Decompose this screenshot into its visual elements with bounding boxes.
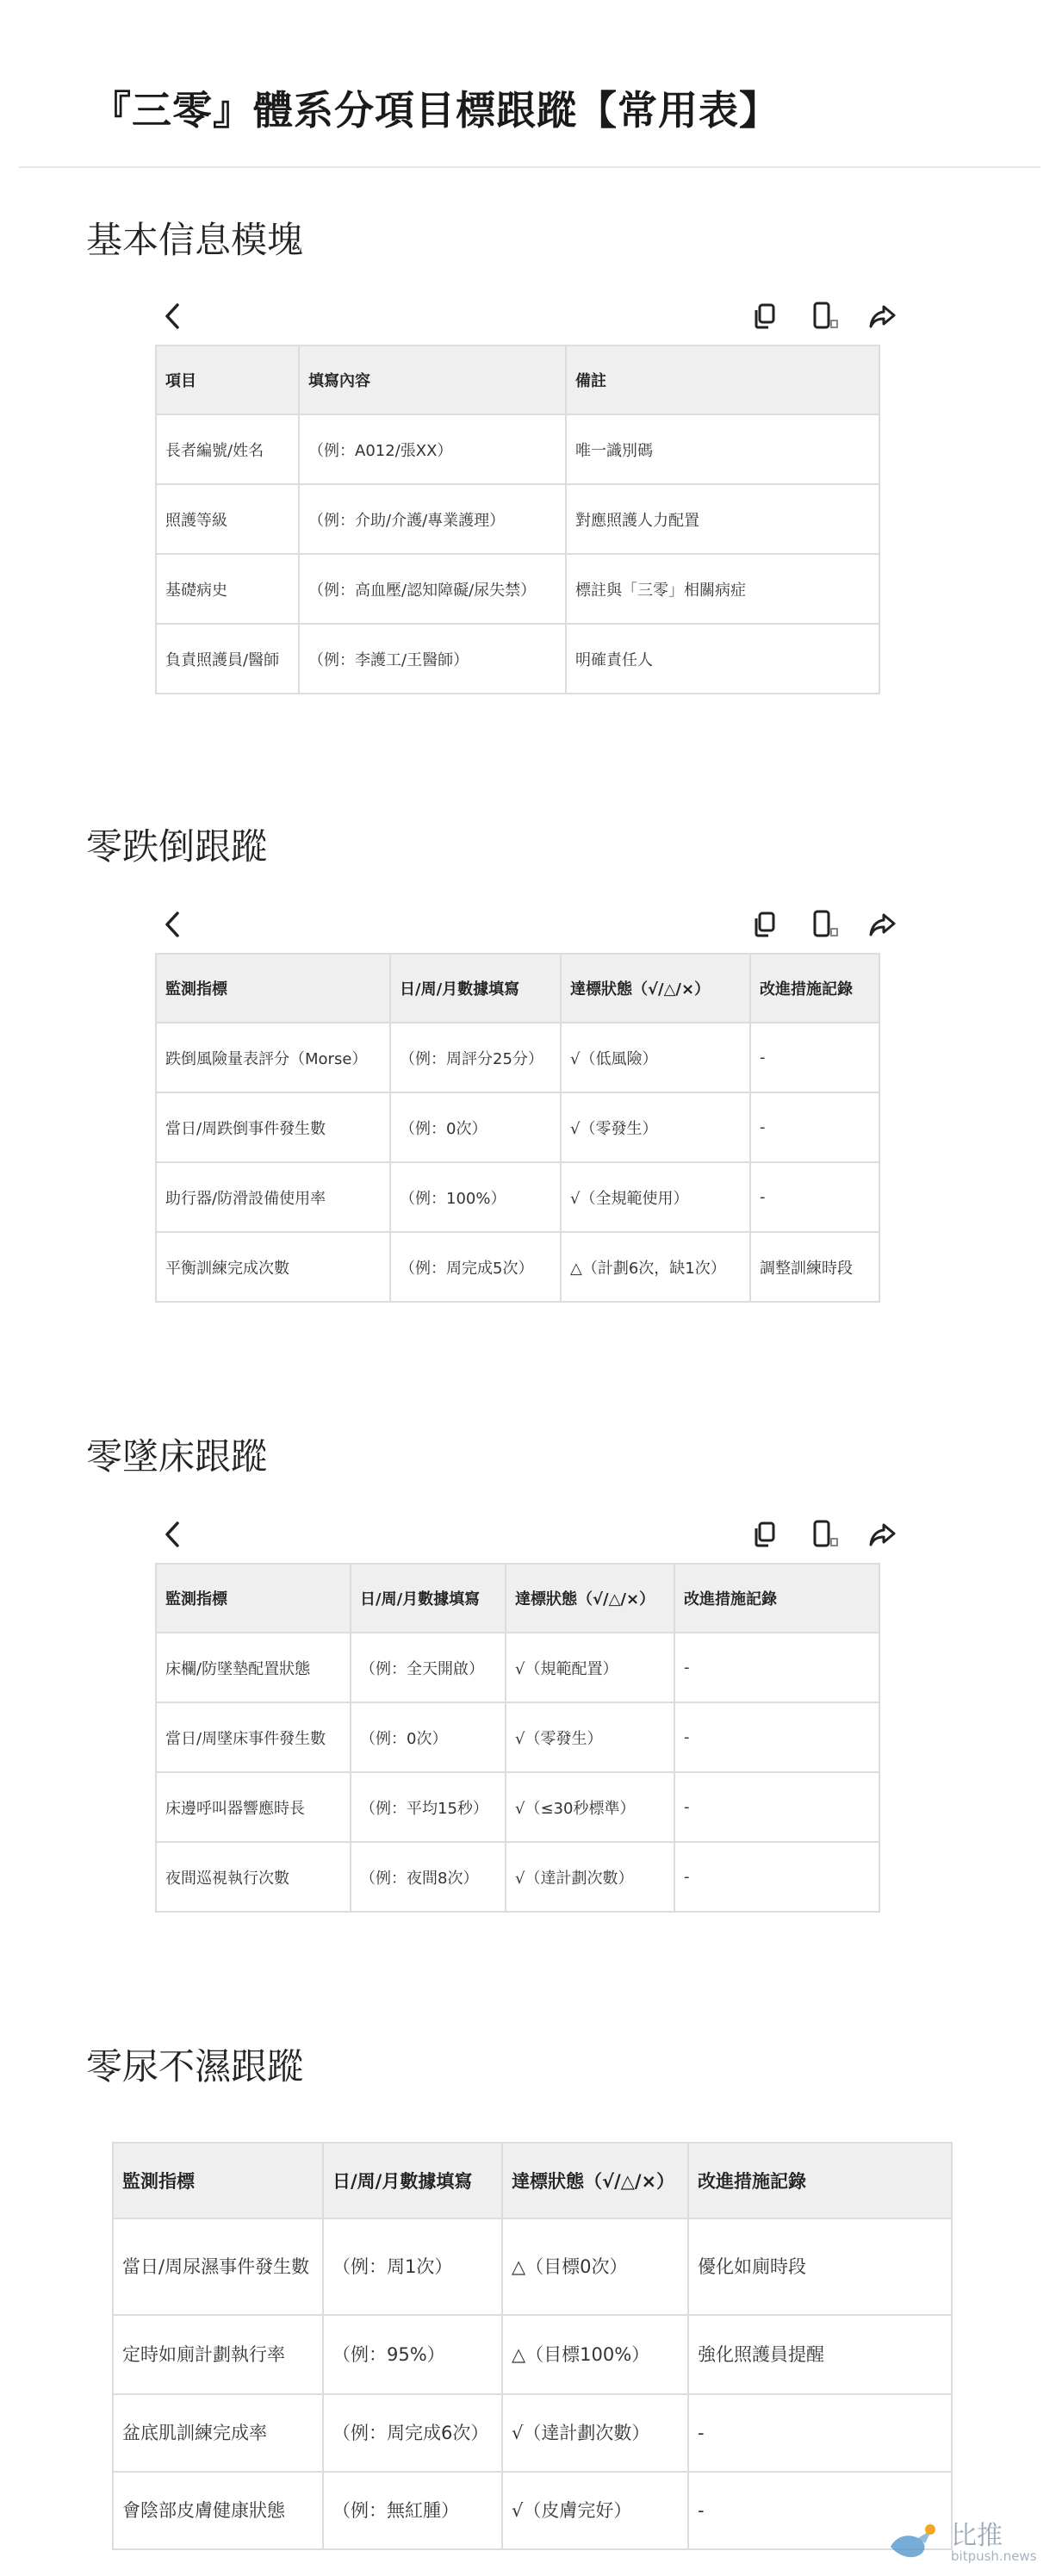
table-cell: （例：周1次） [323, 2218, 502, 2315]
table-cell: （例：0次） [390, 1092, 561, 1162]
table-cell: - [750, 1092, 879, 1162]
table-row [156, 1162, 879, 1232]
zero-diapers-table [112, 2142, 953, 2550]
column-header: 項目 [156, 345, 299, 414]
back-chevron-icon[interactable] [155, 1515, 189, 1554]
table-cell: （例：夜間8次） [351, 1842, 506, 1912]
table-cell: 定時如廁計劃執行率 [113, 2315, 323, 2394]
table-toolbar [155, 905, 896, 944]
title-divider [19, 166, 1040, 168]
zero-bed-falls-table [155, 1563, 880, 1913]
phone-view-icon[interactable] [808, 1518, 841, 1551]
column-header: 達標狀態（√/△/×） [502, 2143, 688, 2218]
column-header: 改進措施記錄 [674, 1564, 879, 1633]
column-header: 達標狀態（√/△/×） [506, 1564, 674, 1633]
section-heading-basic-info: 基本信息模塊 [86, 219, 304, 261]
table-cell: - [750, 1162, 879, 1232]
column-header: 監測指標 [156, 1564, 351, 1633]
table-cell: 調整訓練時段 [750, 1232, 879, 1302]
column-header: 改進措施記錄 [750, 954, 879, 1023]
share-icon[interactable] [866, 908, 899, 941]
table-cell: 當日/周墜床事件發生數 [156, 1702, 351, 1772]
table-cell: - [674, 1842, 879, 1912]
table-row [113, 2218, 952, 2315]
table-cell: √（零發生） [561, 1092, 750, 1162]
table-cell: √（達計劃次數） [506, 1842, 674, 1912]
table-cell: △（目標0次） [502, 2218, 688, 2315]
table-cell: 平衡訓練完成次數 [156, 1232, 390, 1302]
table-toolbar [155, 1515, 896, 1554]
table-cell: - [674, 1633, 879, 1702]
table-cell: 跌倒風險量表評分（Morse） [156, 1023, 390, 1092]
table-row [156, 624, 879, 694]
table-row [113, 2472, 952, 2549]
table-cell: （例：A012/張XX） [299, 414, 566, 484]
table-header-row [113, 2143, 952, 2218]
table-cell: 助行器/防滑設備使用率 [156, 1162, 390, 1232]
table-row [156, 1633, 879, 1702]
table-cell: （例：周完成5次） [390, 1232, 561, 1302]
table-cell: 強化照護員提醒 [688, 2315, 952, 2394]
table-cell: 明確責任人 [566, 624, 879, 694]
table-cell: 床邊呼叫器響應時長 [156, 1772, 351, 1842]
watermark [887, 2514, 1051, 2566]
section-heading-zero-diapers: 零尿不濕跟蹤 [86, 2045, 304, 2088]
share-icon[interactable] [866, 1518, 899, 1551]
table-row [113, 2394, 952, 2472]
table-cell: √（全規範使用） [561, 1162, 750, 1232]
table-cell: - [688, 2394, 952, 2472]
table-cell: √（規範配置） [506, 1633, 674, 1702]
table-row [156, 1772, 879, 1842]
phone-view-icon[interactable] [808, 908, 841, 941]
share-icon[interactable] [866, 300, 899, 333]
copy-icon[interactable] [749, 1518, 782, 1551]
table-row [156, 1702, 879, 1772]
table-cell: 標註與「三零」相關病症 [566, 554, 879, 624]
column-header: 日/周/月數據填寫 [351, 1564, 506, 1633]
table-cell: （例：周完成6次） [323, 2394, 502, 2472]
watermark-brand: 比推 [951, 2521, 1003, 2551]
column-header: 日/周/月數據填寫 [323, 2143, 502, 2218]
basic-info-table [155, 345, 880, 694]
table-toolbar [155, 296, 896, 336]
table-cell: √（低風險） [561, 1023, 750, 1092]
page-title: 『三零』體系分項目標跟蹤【常用表】 [91, 87, 779, 134]
table-cell: 床欄/防墜墊配置狀態 [156, 1633, 351, 1702]
back-chevron-icon[interactable] [155, 296, 189, 336]
table-cell: - [750, 1023, 879, 1092]
table-cell: √（達計劃次數） [502, 2394, 688, 2472]
table-cell: （例：100%） [390, 1162, 561, 1232]
watermark-domain: bitpush.news [951, 2548, 1037, 2564]
table-cell: 優化如廁時段 [688, 2218, 952, 2315]
table-row [156, 1842, 879, 1912]
table-cell: - [674, 1702, 879, 1772]
table-row [156, 1232, 879, 1302]
table-cell: （例：0次） [351, 1702, 506, 1772]
table-row [156, 484, 879, 554]
table-cell: 長者編號/姓名 [156, 414, 299, 484]
phone-view-icon[interactable] [808, 300, 841, 333]
table-row [113, 2315, 952, 2394]
table-cell: 基礎病史 [156, 554, 299, 624]
column-header: 備註 [566, 345, 879, 414]
table-cell: （例：無紅腫） [323, 2472, 502, 2549]
table-cell: （例：高血壓/認知障礙/尿失禁） [299, 554, 566, 624]
table-cell: （例：周評分25分） [390, 1023, 561, 1092]
table-cell: - [688, 2472, 952, 2549]
table-cell: （例：全天開啟） [351, 1633, 506, 1702]
table-cell: （例：介助/介護/專業護理） [299, 484, 566, 554]
table-cell: 當日/周尿濕事件發生數 [113, 2218, 323, 2315]
zero-falls-table [155, 953, 880, 1303]
section-heading-zero-falls: 零跌倒跟蹤 [86, 825, 268, 868]
copy-icon[interactable] [749, 300, 782, 333]
table-header-row [156, 345, 879, 414]
table-cell: （例：平均15秒） [351, 1772, 506, 1842]
table-cell: （例：95%） [323, 2315, 502, 2394]
column-header: 監測指標 [156, 954, 390, 1023]
section-heading-zero-bed-falls: 零墜床跟蹤 [86, 1435, 268, 1478]
table-cell: √（≤30秒標準） [506, 1772, 674, 1842]
table-header-row [156, 954, 879, 1023]
table-cell: 會陰部皮膚健康狀態 [113, 2472, 323, 2549]
table-row [156, 1023, 879, 1092]
bird-logo-icon [887, 2521, 939, 2560]
table-cell: 盆底肌訓練完成率 [113, 2394, 323, 2472]
table-cell: （例：李護工/王醫師） [299, 624, 566, 694]
table-cell: 夜間巡視執行次數 [156, 1842, 351, 1912]
table-cell: 對應照護人力配置 [566, 484, 879, 554]
back-chevron-icon[interactable] [155, 905, 189, 944]
table-cell: √（零發生） [506, 1702, 674, 1772]
table-row [156, 414, 879, 484]
table-cell: √（皮膚完好） [502, 2472, 688, 2549]
column-header: 改進措施記錄 [688, 2143, 952, 2218]
column-header: 達標狀態（√/△/×） [561, 954, 750, 1023]
table-cell: 照護等級 [156, 484, 299, 554]
table-cell: 負責照護員/醫師 [156, 624, 299, 694]
column-header: 監測指標 [113, 2143, 323, 2218]
table-cell: 唯一識別碼 [566, 414, 879, 484]
table-cell: △（計劃6次，缺1次） [561, 1232, 750, 1302]
table-row [156, 554, 879, 624]
table-cell: - [674, 1772, 879, 1842]
column-header: 日/周/月數據填寫 [390, 954, 561, 1023]
table-cell: 當日/周跌倒事件發生數 [156, 1092, 390, 1162]
table-row [156, 1092, 879, 1162]
column-header: 填寫內容 [299, 345, 566, 414]
copy-icon[interactable] [749, 908, 782, 941]
table-cell: △（目標100%） [502, 2315, 688, 2394]
table-header-row [156, 1564, 879, 1633]
